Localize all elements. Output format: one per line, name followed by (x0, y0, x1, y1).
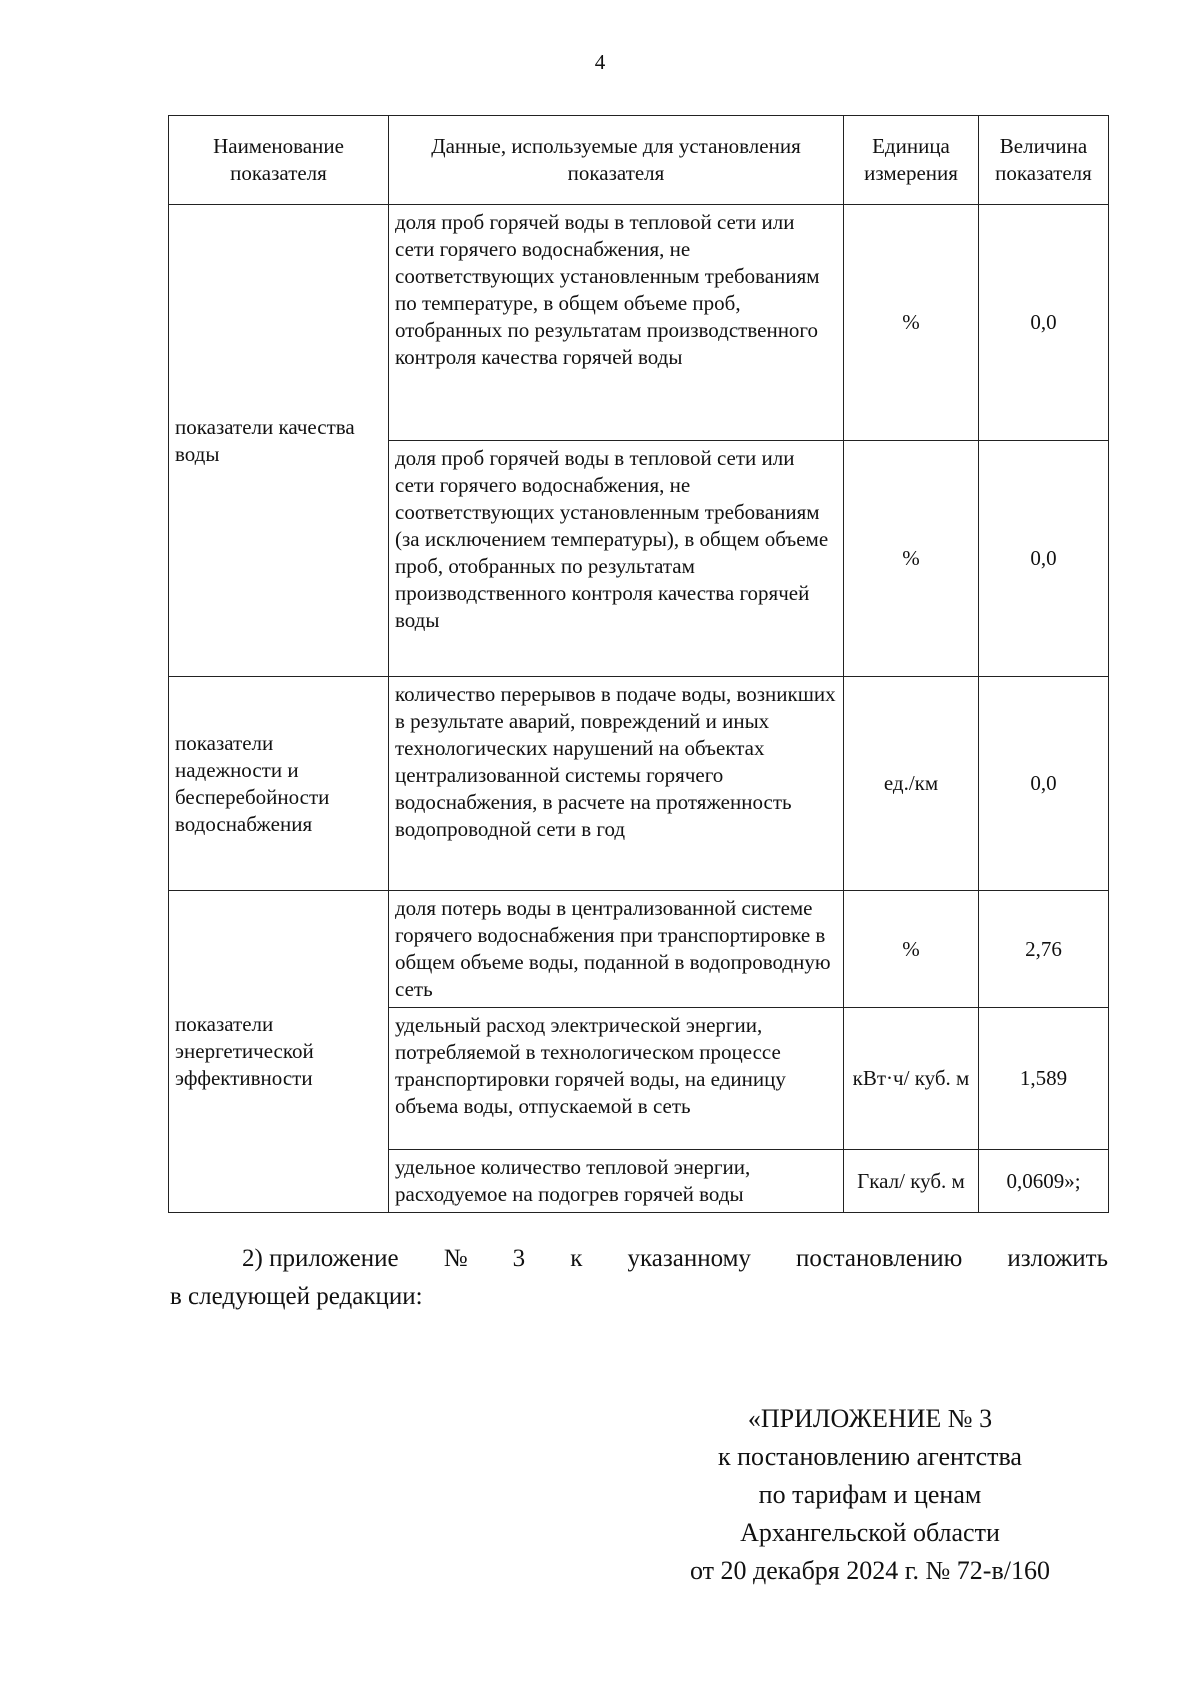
row-unit: % (844, 891, 979, 1008)
row-description: удельное количество тепловой энергии, расходуемое на подогрев горячей воды (389, 1150, 844, 1213)
group-quality: показатели качества воды (169, 205, 389, 677)
appendix-line: к постановлению агентства (718, 1442, 1022, 1471)
group-reliability: показатели надежности и бесперебойности водоснабжения (169, 677, 389, 891)
table-row (169, 205, 1109, 441)
group-efficiency: показатели энергетической эффективности (169, 891, 389, 1213)
appendix-line: Архангельской области (740, 1518, 1000, 1547)
row-description: удельный расход электрической энергии, потребляемой в технологическом процессе транспортировки горячей воды, на единицу объема воды, отпускаемой в сеть (389, 1008, 844, 1150)
row-unit: кВт·ч/ куб. м (844, 1008, 979, 1150)
paragraph-line-1 (170, 1240, 1108, 1278)
row-value: 0,0 (979, 205, 1109, 441)
row-unit: ед./км (844, 677, 979, 891)
appendix-line: от 20 декабря 2024 г. № 72-в/160 (690, 1556, 1050, 1585)
table-row (169, 891, 1109, 1008)
paragraph-word: постановлению (796, 1245, 963, 1272)
row-value: 1,589 (979, 1008, 1109, 1150)
paragraph-word: № (443, 1245, 468, 1272)
indicators-table (168, 115, 1109, 1213)
row-description: доля потерь воды в централизованной системе горячего водоснабжения при транспортировке в общем объеме воды, поданной в водопроводную сеть (389, 891, 844, 1008)
appendix-line: по тарифам и ценам (758, 1480, 982, 1509)
header-name: Наименование показателя (169, 116, 389, 205)
table-header-row (169, 116, 1109, 205)
row-value: 0,0 (979, 677, 1109, 891)
appendix-heading (660, 1400, 1080, 1590)
table-row (169, 677, 1109, 891)
row-unit: % (844, 205, 979, 441)
paragraph-line-2: в следующей редакции: (170, 1283, 423, 1310)
row-description: доля проб горячей воды в тепловой сети или сети горячего водоснабжения, не соответствующих установленным требованиям (за исключением температуры), в общем объеме проб, отобранных по результатам производственного контроля качества горячей воды (389, 441, 844, 677)
header-value: Величина показателя (979, 116, 1109, 205)
row-value: 2,76 (979, 891, 1109, 1008)
paragraph-word: 3 (512, 1245, 526, 1272)
page-number: 4 (594, 50, 606, 74)
row-description: доля проб горячей воды в тепловой сети или сети горячего водоснабжения, не соответствующих установленным требованиям по температуре, в общем объеме проб, отобранных по результатам производственного контроля качества горячей воды (389, 205, 844, 441)
paragraph-word: 2) приложение (242, 1245, 399, 1272)
header-unit: Единица измерения (844, 116, 979, 205)
paragraph-word: к (570, 1245, 583, 1272)
paragraph-word: указанному (627, 1245, 751, 1272)
header-data: Данные, используемые для установления показателя (389, 116, 844, 205)
row-unit: Гкал/ куб. м (844, 1150, 979, 1213)
row-unit: % (844, 441, 979, 677)
paragraph-word: изложить (1007, 1245, 1108, 1272)
row-value: 0,0609»; (979, 1150, 1109, 1213)
row-value: 0,0 (979, 441, 1109, 677)
appendix-title: «ПРИЛОЖЕНИЕ № 3 (747, 1404, 993, 1433)
row-description: количество перерывов в подаче воды, возникших в результате аварий, повреждений и иных технологических нарушений на объектах централизованной системы горячего водоснабжения, в расчете на протяженность водопроводной сети в год (389, 677, 844, 891)
